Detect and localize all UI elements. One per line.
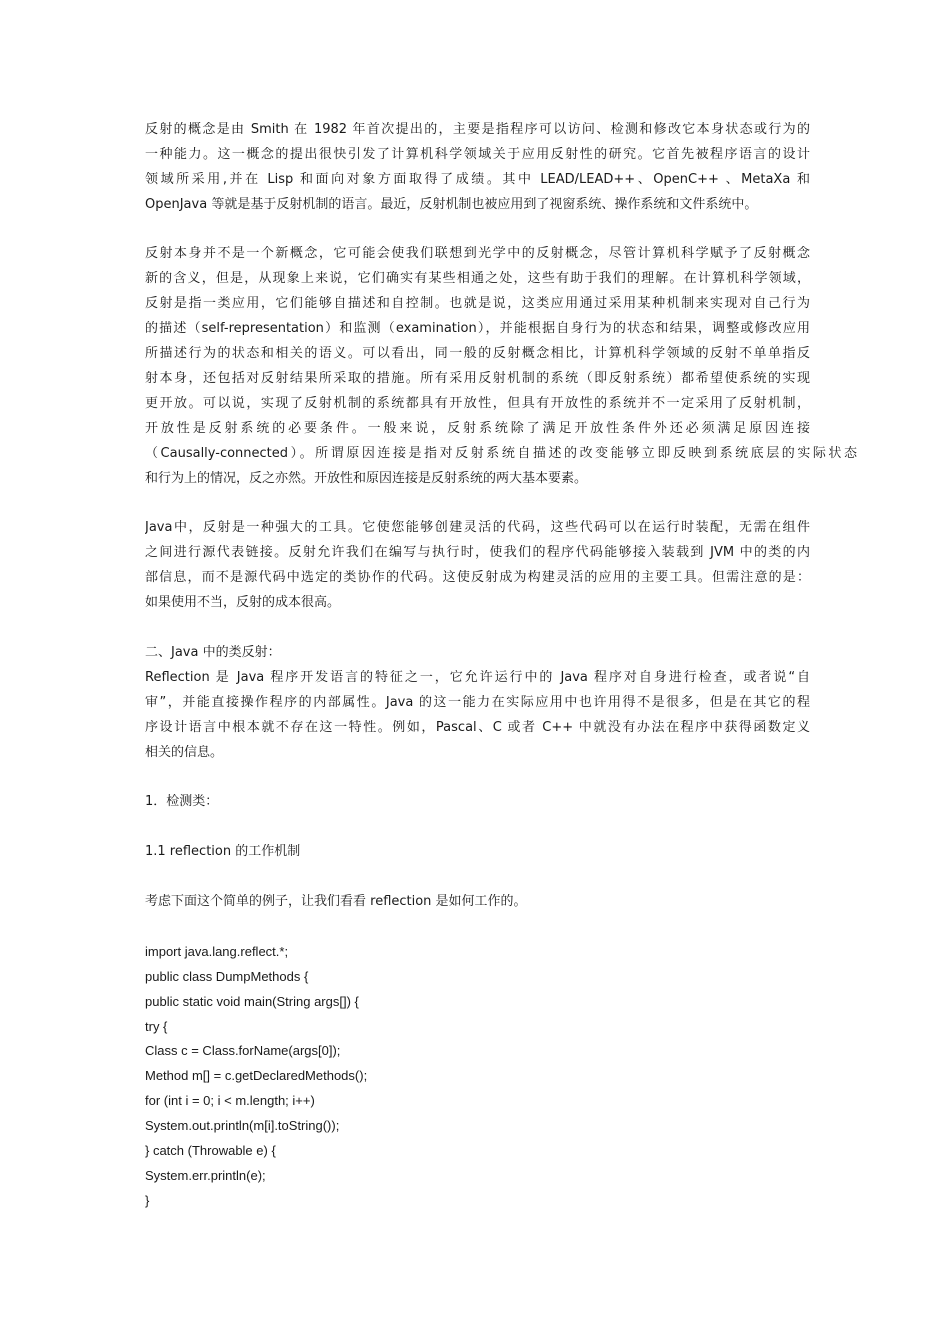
paragraph-3-line: Java中，反射是一种强大的工具。它使您能够创建灵活的代码，这些代码可以在运行时装配，无需在组件 — [145, 520, 810, 535]
code-line: System.err.println(e); — [145, 1168, 266, 1183]
section-heading: 二、Java 中的类反射： — [145, 645, 281, 660]
paragraph-2-line: 射本身，还包括对反射结果所采取的措施。所有采用反射机制的系统（即反射系统）都希望使系统的实现 — [145, 371, 810, 386]
paragraph-4-line: 序设计语言中根本就不存在这一特性。例如，Pascal、C 或者 C++ 中就没有办法在程序中获得函数定义 — [145, 720, 810, 735]
paragraph-4-line: Reflection 是 Java 程序开发语言的特征之一，它允许运行中的 Java 程序对自身进行检查，或者说“自 — [145, 670, 810, 685]
subsection-heading: 1.1 reflection 的工作机制 — [145, 844, 301, 859]
code-line: for (int i = 0; i < m.length; i++) — [145, 1093, 315, 1108]
code-line: import java.lang.reflect.*; — [145, 944, 289, 959]
paragraph-2-line: 反射本身并不是一个新概念，它可能会使我们联想到光学中的反射概念，尽管计算机科学赋予了反射概念 — [145, 246, 810, 261]
paragraph-3-line: 如果使用不当，反射的成本很高。 — [145, 595, 341, 610]
code-line: System.out.println(m[i].toString()); — [145, 1118, 340, 1133]
paragraph-3-line: 之间进行源代表链接。反射允许我们在编写与执行时，使我们的程序代码能够接入装载到 JVM 中的类的内 — [145, 545, 810, 560]
code-line: } catch (Throwable e) { — [145, 1143, 276, 1158]
paragraph-1-line: OpenJava 等就是基于反射机制的语言。最近，反射机制也被应用到了视窗系统、操作系统和文件系统中。 — [145, 197, 758, 212]
code-line: public static void main(String args[]) { — [145, 994, 359, 1009]
paragraph-2-line: 新的含义，但是，从现象上来说，它们确实有某些相通之处，这些有助于我们的理解。在计算机科学领域， — [145, 271, 810, 286]
paragraph-4-line: 相关的信息。 — [145, 745, 224, 760]
paragraph-2-line: 更开放。可以说，实现了反射机制的系统都具有开放性，但具有开放性的系统并不一定采用了反射机制， — [145, 396, 810, 411]
paragraph-2-line: 开放性是反射系统的必要条件。一般来说，反射系统除了满足开放性条件外还必须满足原因连接 — [145, 421, 810, 436]
subsection-heading: 1．检测类： — [145, 794, 219, 809]
code-line: public class DumpMethods { — [145, 969, 309, 984]
paragraph-3-line: 部信息，而不是源代码中选定的类协作的代码。这使反射成为构建灵活的应用的主要工具。但需注意的是： — [145, 570, 810, 585]
code-line: } — [145, 1193, 150, 1208]
paragraph-2-line: 的描述（self-representation）和监测（examination），并能根据自身行为的状态和结果，调整或修改应用 — [145, 321, 810, 336]
paragraph-2-line: 所描述行为的状态和相关的语义。可以看出，同一般的反射概念相比，计算机科学领域的反射不单单指反 — [145, 346, 810, 361]
paragraph-2-line: 和行为上的情况，反之亦然。开放性和原因连接是反射系统的两大基本要素。 — [145, 471, 588, 486]
paragraph-1-line: 领域所采用,并在 Lisp 和面向对象方面取得了成绩。其中 LEAD/LEAD++、OpenC++ 、MetaXa 和 — [145, 172, 810, 187]
code-line: Class c = Class.forName(args[0]); — [145, 1043, 341, 1058]
paragraph-4-line: 审”，并能直接操作程序的内部属性。Java 的这一能力在实际应用中也许用得不是很多，但是在其它的程 — [145, 695, 810, 710]
paragraph-1-line: 反射的概念是由 Smith 在 1982 年首次提出的，主要是指程序可以访问、检测和修改它本身状态或行为的 — [145, 122, 810, 137]
paragraph-2-line: 反射是指一类应用，它们能够自描述和自控制。也就是说，这类应用通过采用某种机制来实现对自己行为 — [145, 296, 810, 311]
code-line: Method m[] = c.getDeclaredMethods(); — [145, 1068, 368, 1083]
code-line: try { — [145, 1019, 168, 1034]
paragraph-2-line: （Causally-connected）。所谓原因连接是指对反射系统自描述的改变能够立即反映到系统底层的实际状态 — [145, 446, 857, 461]
paragraph-5: 考虑下面这个简单的例子，让我们看看 reflection 是如何工作的。 — [145, 894, 527, 909]
paragraph-1-line: 一种能力。这一概念的提出很快引发了计算机科学领域关于应用反射性的研究。它首先被程序语言的设计 — [145, 147, 810, 162]
